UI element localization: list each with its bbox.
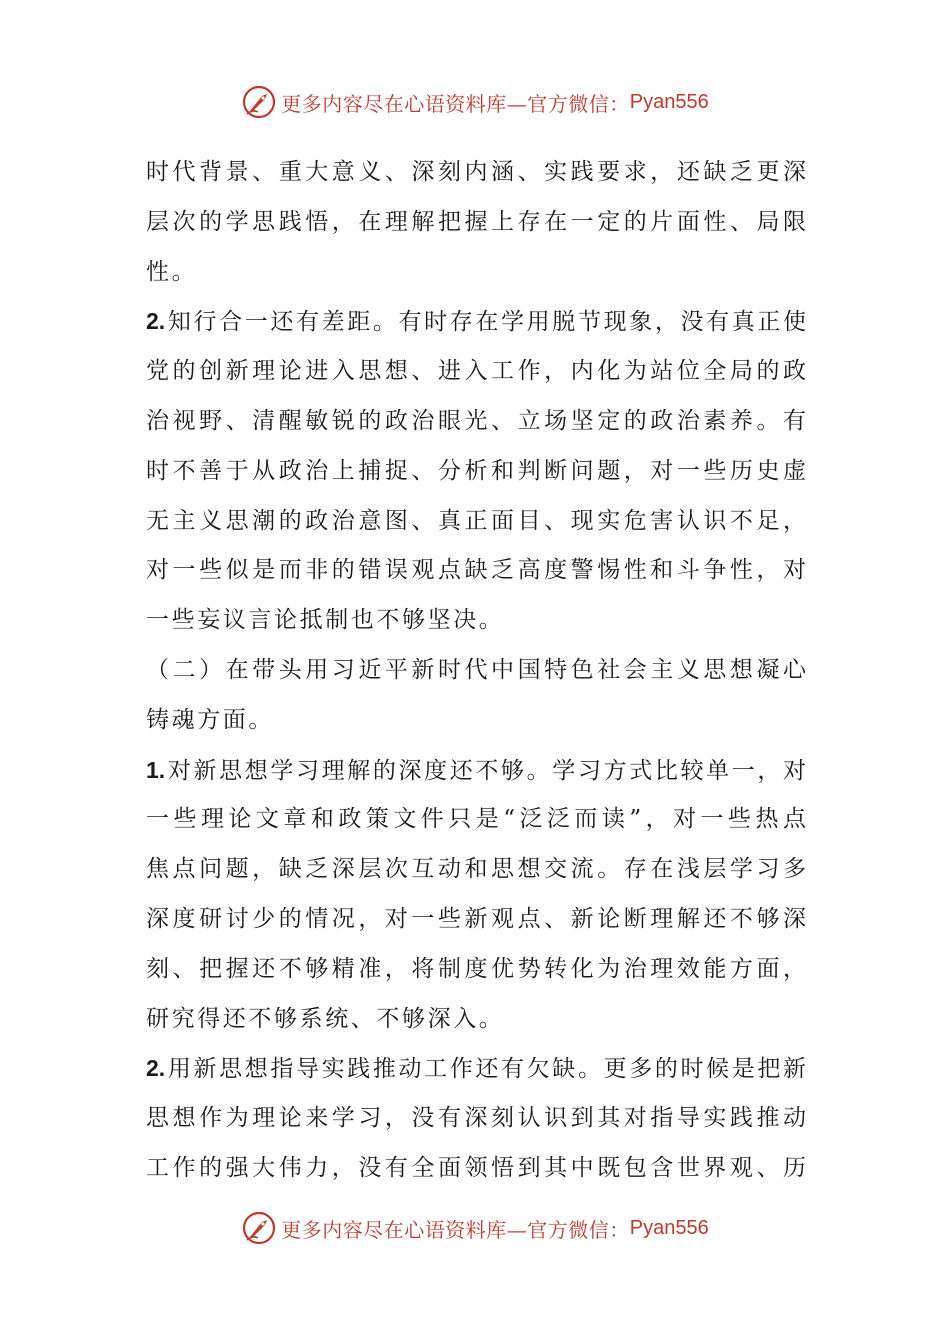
item-number: 2. <box>146 1055 166 1082</box>
wechat-id: Pyan556 <box>629 90 709 113</box>
line-text: 一些理论文章和政策文件只是“泛泛而读”，对一些热点 <box>146 806 806 833</box>
banner-text: 更多内容尽在心语资料库—官方微信： <box>281 91 630 116</box>
text-line <box>146 1144 806 1194</box>
item-number: 1. <box>146 756 166 783</box>
line-text: 无主义思潮的政治意图、真正面目、现实危害认识不足， <box>146 507 806 534</box>
text-line <box>146 447 806 497</box>
text-line <box>146 497 806 547</box>
text-line <box>146 397 806 447</box>
line-text: （二）在带头用习近平新时代中国特色社会主义思想凝心 <box>146 656 806 683</box>
line-text: 治视野、清醒敏锐的政治眼光、立场坚定的政治素养。有 <box>146 407 806 434</box>
text-line <box>146 297 806 347</box>
wechat-id: Pyan556 <box>629 1216 709 1239</box>
line-text: 焦点问题，缺乏深层次互动和思想交流。存在浅层学习多 <box>146 856 806 883</box>
line-text: 知行合一还有差距。有时存在学用脱节现象，没有真正使 <box>165 309 806 336</box>
text-line <box>146 696 806 746</box>
item-number: 2. <box>146 308 166 335</box>
line-text: 研究得还不够系统、不够深入。 <box>146 1005 505 1032</box>
banner-text: 更多内容尽在心语资料库—官方微信： <box>281 1217 630 1242</box>
line-text: 思想作为理论来学习，没有深刻认识到其对指导实践推动 <box>146 1105 806 1132</box>
line-text: 铸魂方面。 <box>146 706 274 733</box>
text-line <box>146 1044 806 1094</box>
text-line <box>146 895 806 945</box>
line-text: 党的创新理论进入思想、进入工作，内化为站位全局的政 <box>146 358 806 385</box>
text-line <box>146 795 806 845</box>
line-text: 用新思想指导实践推动工作还有欠缺。更多的时候是把新 <box>165 1056 806 1083</box>
line-text: 工作的强大伟力，没有全面领悟到其中既包含世界观、历 <box>146 1154 806 1181</box>
text-line <box>146 546 806 596</box>
pen-nib-logo-icon <box>241 1210 277 1246</box>
document-body <box>146 148 806 1194</box>
line-text: 对一些似是而非的错误观点缺乏高度警惕性和斗争性，对 <box>146 557 806 584</box>
line-text: 深度研讨少的情况，对一些新观点、新论断理解还不够深 <box>146 905 806 932</box>
text-line <box>146 596 806 646</box>
line-text: 刻、把握还不够精准，将制度优势转化为治理效能方面， <box>146 955 806 982</box>
text-line <box>146 1094 806 1144</box>
pen-nib-logo-icon <box>241 84 277 120</box>
text-line <box>146 347 806 397</box>
text-line <box>146 945 806 995</box>
header-banner <box>0 82 950 122</box>
text-line <box>146 248 806 298</box>
text-line <box>146 646 806 696</box>
text-line <box>146 148 806 198</box>
text-line <box>146 746 806 796</box>
text-line <box>146 995 806 1045</box>
line-text: 时不善于从政治上捕捉、分析和判断问题，对一些历史虚 <box>146 457 806 484</box>
line-text: 时代背景、重大意义、深刻内涵、实践要求，还缺乏更深 <box>146 159 806 185</box>
line-text: 对新思想学习理解的深度还不够。学习方式比较单一，对 <box>165 757 806 784</box>
line-text: 一些妄议言论抵制也不够坚决。 <box>146 607 505 634</box>
line-text: 性。 <box>146 258 198 285</box>
text-line <box>146 845 806 895</box>
line-text: 层次的学思践悟，在理解把握上存在一定的片面性、局限 <box>146 208 806 235</box>
text-line <box>146 198 806 248</box>
footer-banner <box>0 1208 950 1248</box>
